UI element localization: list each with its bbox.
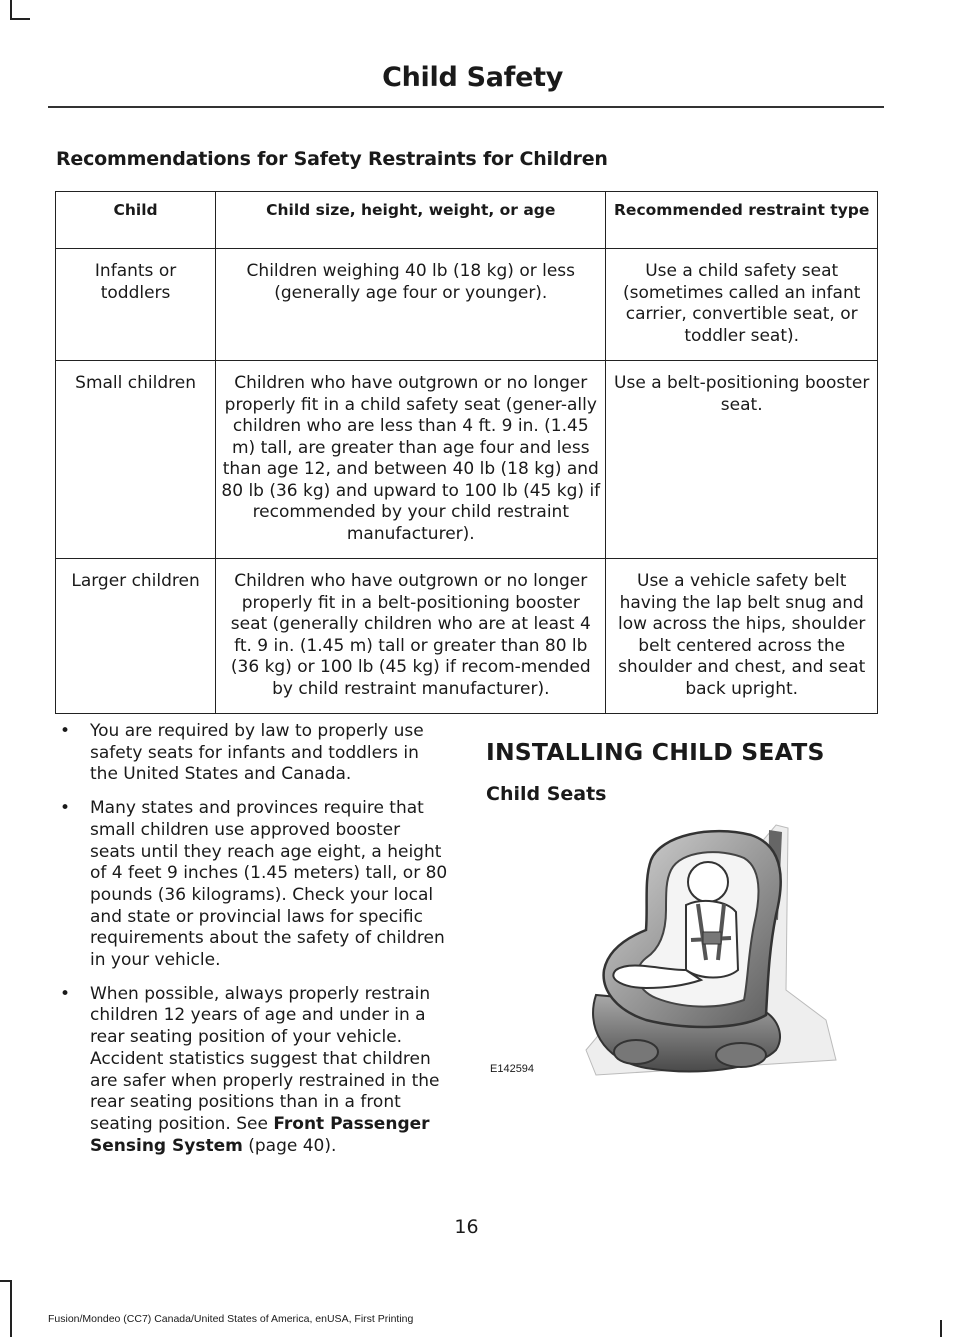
restraint-recommendations-table <box>55 191 878 714</box>
bullet-marker: • <box>60 798 71 819</box>
bullet-list <box>60 721 450 1169</box>
table-header-row <box>56 192 878 249</box>
crop-mark <box>940 1320 942 1337</box>
table-row <box>56 361 878 559</box>
table-cell: Children who have outgrown or no longer properly fit in a belt-positioning booster seat (generally children who are at least 4 ft. 9 in. (1.45 m) tall or greater than 80 lb (36 kg) or 100 lb (45 kg) if recom-mended by child restraint manufacturer). <box>216 559 606 714</box>
list-item <box>60 798 450 972</box>
table-cell: Small children <box>56 361 216 559</box>
table-cell: Children who have outgrown or no longer properly fit in a child safety seat (gener-ally children who are less than 4 ft. 9 in. (1.45 m) tall, are greater than age four and less than age 12, and between 40 lb (18 kg) and 80 lb (36 kg) and upward to 100 lb (45 kg) if recommended by your child restraint manufacturer). <box>216 361 606 559</box>
bullet-marker: • <box>60 721 71 741</box>
cross-reference-link[interactable]: Front Passenger Sensing System <box>90 1113 430 1156</box>
column-header: Recommended restraint type <box>606 192 878 249</box>
page-reference: (page 40). <box>242 1135 337 1156</box>
crop-mark <box>0 1280 12 1282</box>
child-seat-illustration-icon <box>486 820 866 1085</box>
column-header: Child <box>56 192 216 249</box>
table-row <box>56 249 878 361</box>
section-heading: Recommendations for Safety Restraints for Children <box>56 148 608 170</box>
bullet-text: You are required by law to properly use safety seats for infants and toddlers in the United States and Canada. <box>90 721 424 785</box>
crop-mark <box>10 1280 12 1337</box>
bullet-text: Many states and provinces require that small children use approved booster seats until they reach age eight, a height of 4 feet 9 inches (1.45 meters) tall, or 80 pounds (36 kilograms). Check your local and state or provincial laws for specific requirements about the safety of children in your vehicle. <box>90 798 448 971</box>
table-cell: Infants or toddlers <box>56 249 216 361</box>
table-cell: Children weighing 40 lb (18 kg) or less (generally age four or younger). <box>216 249 606 361</box>
table-cell: Use a child safety seat (sometimes called an infant carrier, convertible seat, or toddler seat). <box>606 249 878 361</box>
list-item <box>60 984 450 1158</box>
page-header-title: Child Safety <box>382 62 563 93</box>
bullet-marker: • <box>60 983 71 1004</box>
crop-mark <box>10 0 12 18</box>
table-cell: Use a vehicle safety belt having the lap belt snug and low across the hips, shoulder belt centered across the shoulder and chest, and seat back upright. <box>606 559 878 714</box>
table-row <box>56 559 878 714</box>
crop-mark <box>10 18 30 20</box>
header-rule <box>48 106 884 108</box>
installing-child-seats-heading: INSTALLING CHILD SEATS <box>486 738 825 766</box>
figure-code: E142594 <box>490 1063 535 1075</box>
child-seats-subheading: Child Seats <box>486 783 607 805</box>
bullet-text: When possible, always properly restrain children 12 years of age and under in a rear seating position of your vehicle. Accident statistics suggest that children are safer when properly restrained in the rear seating positions than in a front seating position. See <box>90 983 440 1134</box>
list-item <box>60 721 450 786</box>
bullet-text-container <box>90 984 450 1158</box>
column-header: Child size, height, weight, or age <box>216 192 606 249</box>
document-footer: Fusion/Mondeo (CC7) Canada/United States of America, enUSA, First Printing <box>48 1313 414 1325</box>
page-number: 16 <box>454 1216 479 1238</box>
table-cell: Larger children <box>56 559 216 714</box>
table-cell: Use a belt-positioning booster seat. <box>606 361 878 559</box>
